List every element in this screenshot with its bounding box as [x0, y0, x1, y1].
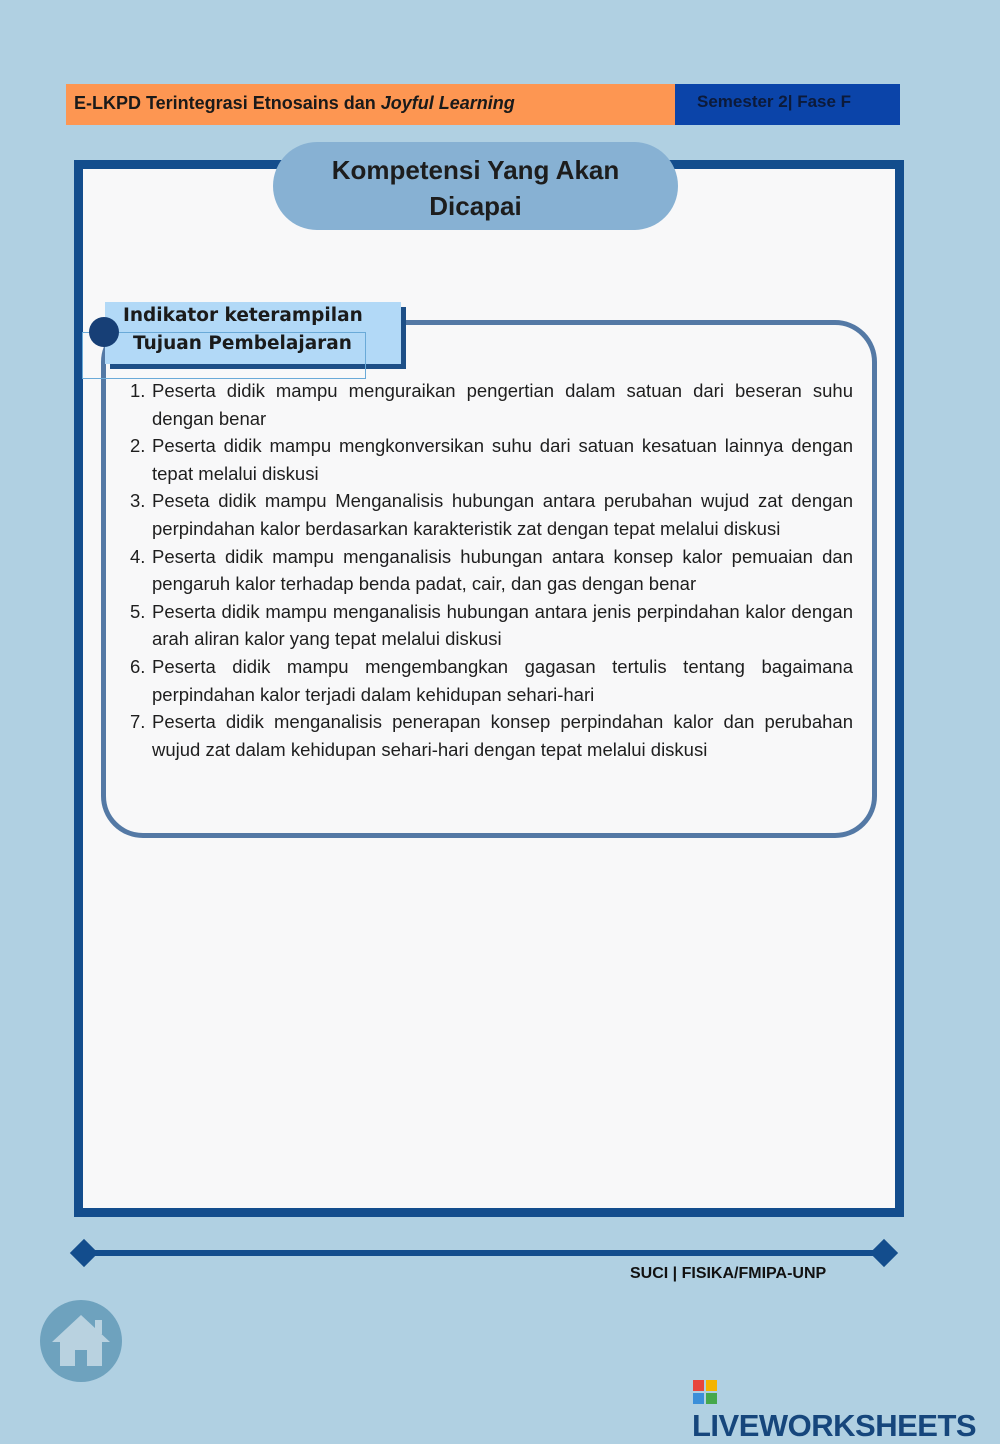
bullet-dot [89, 317, 119, 347]
list-item [130, 487, 853, 542]
header-semester: Semester 2| Fase F [675, 84, 900, 125]
header-title-emphasis: Joyful Learning [380, 93, 515, 113]
list-item-number: 4. [130, 545, 146, 567]
list-item-text: Peserta didik mampu mengembangkan gagasan tertulis tentang bagaimana perpindahan kalor terjadi dalam kehidupan sehari-hari [152, 655, 853, 705]
list-item-number: 5. [130, 600, 146, 622]
list-item-number: 7. [130, 711, 146, 733]
tag-line2: Tujuan Pembelajaran [133, 333, 352, 354]
list-item-number: 3. [130, 490, 146, 512]
objectives-list [130, 377, 853, 763]
header-title-prefix: E-LKPD Terintegrasi Etnosains dan [74, 93, 381, 113]
list-item [130, 598, 853, 653]
list-item-number: 2. [130, 435, 146, 457]
liveworksheets-icon [692, 1379, 718, 1405]
header-title [66, 84, 675, 125]
list-item [130, 708, 853, 763]
footer-divider [84, 1250, 884, 1256]
section-title-line2: Dicapai [429, 191, 522, 221]
footer-diamond-right [870, 1239, 898, 1267]
list-item [130, 543, 853, 598]
list-item-number: 6. [130, 655, 146, 677]
list-item-number: 1. [130, 380, 146, 401]
section-title [273, 142, 678, 230]
footer-diamond-left [70, 1239, 98, 1267]
tag-line1: Indikator keterampilan [123, 305, 363, 326]
list-item-text: Peserta didik menganalisis penerapan konsep perpindahan kalor dan perubahan wujud zat dalam kehidupan sehari-hari dengan tepat melalui diskusi [152, 711, 853, 760]
list-item-text: Peseta didik mampu Menganalisis hubungan antara perubahan wujud zat dengan perpindahan kalor berdasarkan karakteristik zat dengan tepat melalui diskusi [152, 490, 853, 539]
home-icon [40, 1300, 122, 1382]
brand-text: LIVEWORKSHEETS [692, 1408, 977, 1443]
list-item-text: Peserta didik mampu mengkonversikan suhu dari satuan kesatuan lainnya dengan tepat melalui diskusi [152, 435, 853, 484]
list-item [130, 653, 853, 708]
list-item-text: Peserta didik mampu menganalisis hubungan antara jenis perpindahan kalor dengan arah aliran kalor yang tepat melalui diskusi [152, 600, 853, 650]
tag-outline [82, 332, 366, 379]
liveworksheets-logo [692, 1372, 1000, 1443]
home-button[interactable] [40, 1300, 122, 1382]
footer-credit: SUCI | FISIKA/FMIPA-UNP [630, 1265, 827, 1282]
list-item [130, 432, 853, 487]
section-title-line1: Kompetensi Yang Akan [331, 155, 620, 185]
list-item-text: Peserta didik mampu menguraikan pengertian dalam satuan dari beseran suhu dengan benar [152, 380, 853, 429]
list-item [130, 377, 853, 432]
list-item-text: Peserta didik mampu menganalisis hubungan antara konsep kalor pemuaian dan pengaruh kalor terhadap benda padat, cair, dan gas dengan benar [152, 545, 853, 595]
